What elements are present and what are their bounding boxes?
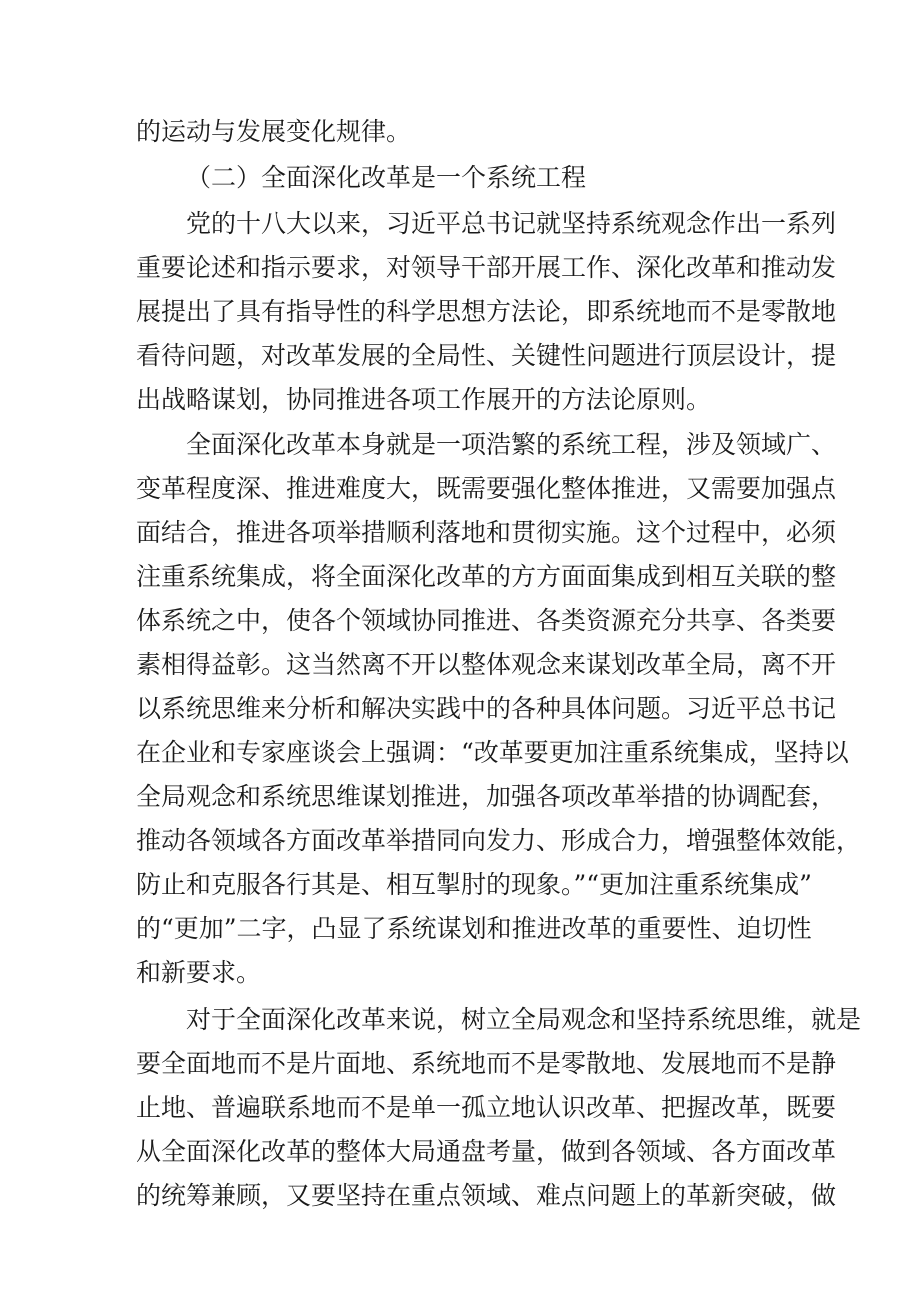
text-line: 素相得益彰。这当然离不开以整体观念来谋划改革全局，离不开: [136, 650, 837, 679]
text-line: 的统筹兼顾，又要坚持在重点领域、难点问题上的革新突破，做: [136, 1181, 837, 1210]
text-line: 全局观念和系统思维谋划推进，加强各项改革举措的协调配套，: [136, 782, 837, 811]
text-line: 在企业和专家座谈会上强调：“改革要更加注重系统集成，坚持以: [136, 738, 849, 767]
text-line: 以系统思维来分析和解决实践中的各种具体问题。习近平总书记: [136, 694, 837, 723]
text-line: 面结合，推进各项举措顺利落地和贯彻实施。这个过程中，必须: [136, 518, 837, 547]
text-line: 看待问题，对改革发展的全局性、关键性问题进行顶层设计，提: [136, 341, 837, 370]
text-line: 止地、普遍联系地而不是单一孤立地认识改革、把握改革，既要: [136, 1093, 837, 1122]
text-line: 体系统之中，使各个领域协同推进、各类资源充分共享、各类要: [136, 606, 837, 635]
text-line: 的运动与发展变化规律。: [136, 117, 412, 146]
text-line: 党的十八大以来，习近平总书记就坚持系统观念作出一系列: [186, 209, 837, 238]
text-line: 防止和克服各行其是、相互掣肘的现象。”“更加注重系统集成”: [136, 870, 812, 899]
text-line: 要全面地而不是片面地、系统地而不是零散地、发展地而不是静: [136, 1049, 837, 1078]
text-line: 和新要求。: [136, 958, 262, 987]
text-line: 变革程度深、推进难度大，既需要强化整体推进，又需要加强点: [136, 474, 837, 503]
text-line: 对于全面深化改革来说，树立全局观念和坚持系统思维，就是: [186, 1005, 862, 1034]
text-line: 出战略谋划，协同推进各项工作展开的方法论原则。: [136, 385, 712, 414]
text-line: 重要论述和指示要求，对领导干部开展工作、深化改革和推动发: [136, 253, 837, 282]
text-line: 注重系统集成，将全面深化改革的方方面面集成到相互关联的整: [136, 562, 837, 591]
text-line: 展提出了具有指导性的科学思想方法论，即系统地而不是零散地: [136, 297, 837, 326]
section-heading: （二）全面深化改革是一个系统工程: [186, 163, 587, 192]
text-line: 从全面深化改革的整体大局通盘考量，做到各领域、各方面改革: [136, 1137, 837, 1166]
text-line: 推动各领域各方面改革举措同向发力、形成合力，增强整体效能，: [136, 826, 862, 855]
text-line: 全面深化改革本身就是一项浩繁的系统工程，涉及领域广、: [186, 430, 837, 459]
text-line: 的“更加”二字，凸显了系统谋划和推进改革的重要性、迫切性: [136, 914, 812, 943]
